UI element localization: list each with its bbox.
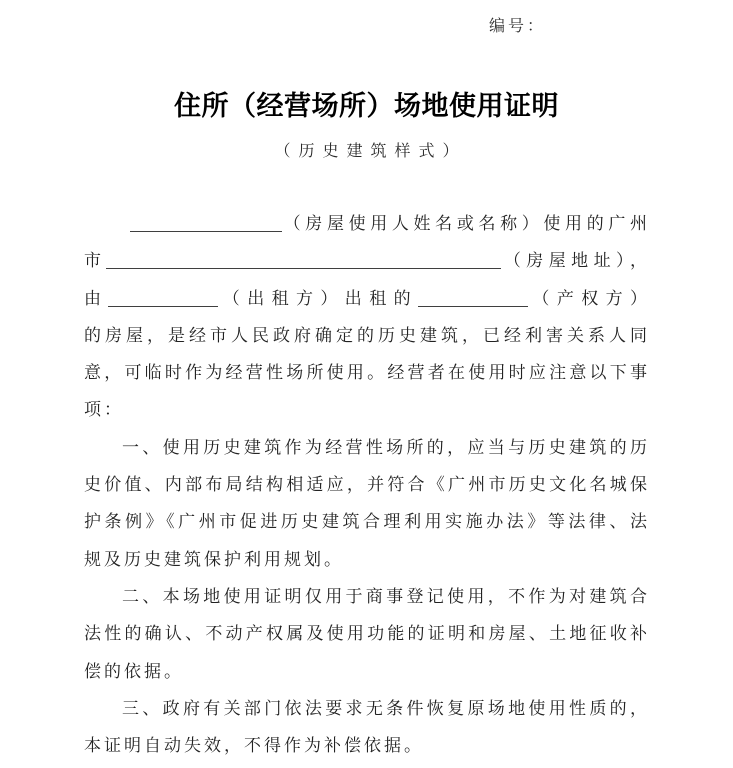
body-line-item-3: 三、政府有关部门依法要求无条件恢复原场地使用性质的， [122,698,650,718]
body-line: 法性的确认、不动产权属及使用功能的证明和房屋、土地征收补 [84,624,650,644]
body-line: 意，可临时作为经营性场所使用。经营者在使用时应注意以下事 [84,363,650,383]
owner-blank [418,289,528,307]
body-text: （出租方）出租的 [218,288,419,308]
body-line [84,280,650,317]
document-subtitle: （历史建筑样式） [274,143,467,160]
body-text: （房屋使用人姓名或名称）使用的广州 [282,214,650,233]
lessor-blank [108,289,218,307]
document-body [84,205,650,764]
body-line: 史价值、内部布局结构相适应，并符合《广州市历史文化名城保 [84,475,650,495]
document-title: 住所（经营场所）场地使用证明 [174,91,559,121]
body-line-item-2: 二、本场地使用证明仅用于商事登记使用，不作为对建筑合 [122,586,650,606]
body-line [84,205,650,242]
body-line: 规及历史建筑保护利用规划。 [84,549,344,569]
body-line: 偿的依据。 [84,661,184,681]
house-address-blank [106,251,501,269]
body-text: 由 [84,288,109,308]
body-text: （产权方） [528,288,650,308]
body-line: 护条例》《广州市促进历史建筑合理利用实施办法》等法律、法 [84,512,650,532]
body-line [84,242,650,279]
body-line: 本证明自动失效，不得作为补偿依据。 [84,736,424,756]
body-line: 项： [84,400,124,420]
body-line-item-1: 一、使用历史建筑作为经营性场所的，应当与历史建筑的历 [122,437,650,457]
body-line: 的房屋，是经市人民政府确定的历史建筑，已经利害关系人同 [84,325,650,345]
serial-number-label: 编号： [489,18,547,35]
applicant-name-blank [130,214,282,232]
body-text: （房屋地址）， [501,251,650,271]
body-text: 市 [84,251,107,271]
